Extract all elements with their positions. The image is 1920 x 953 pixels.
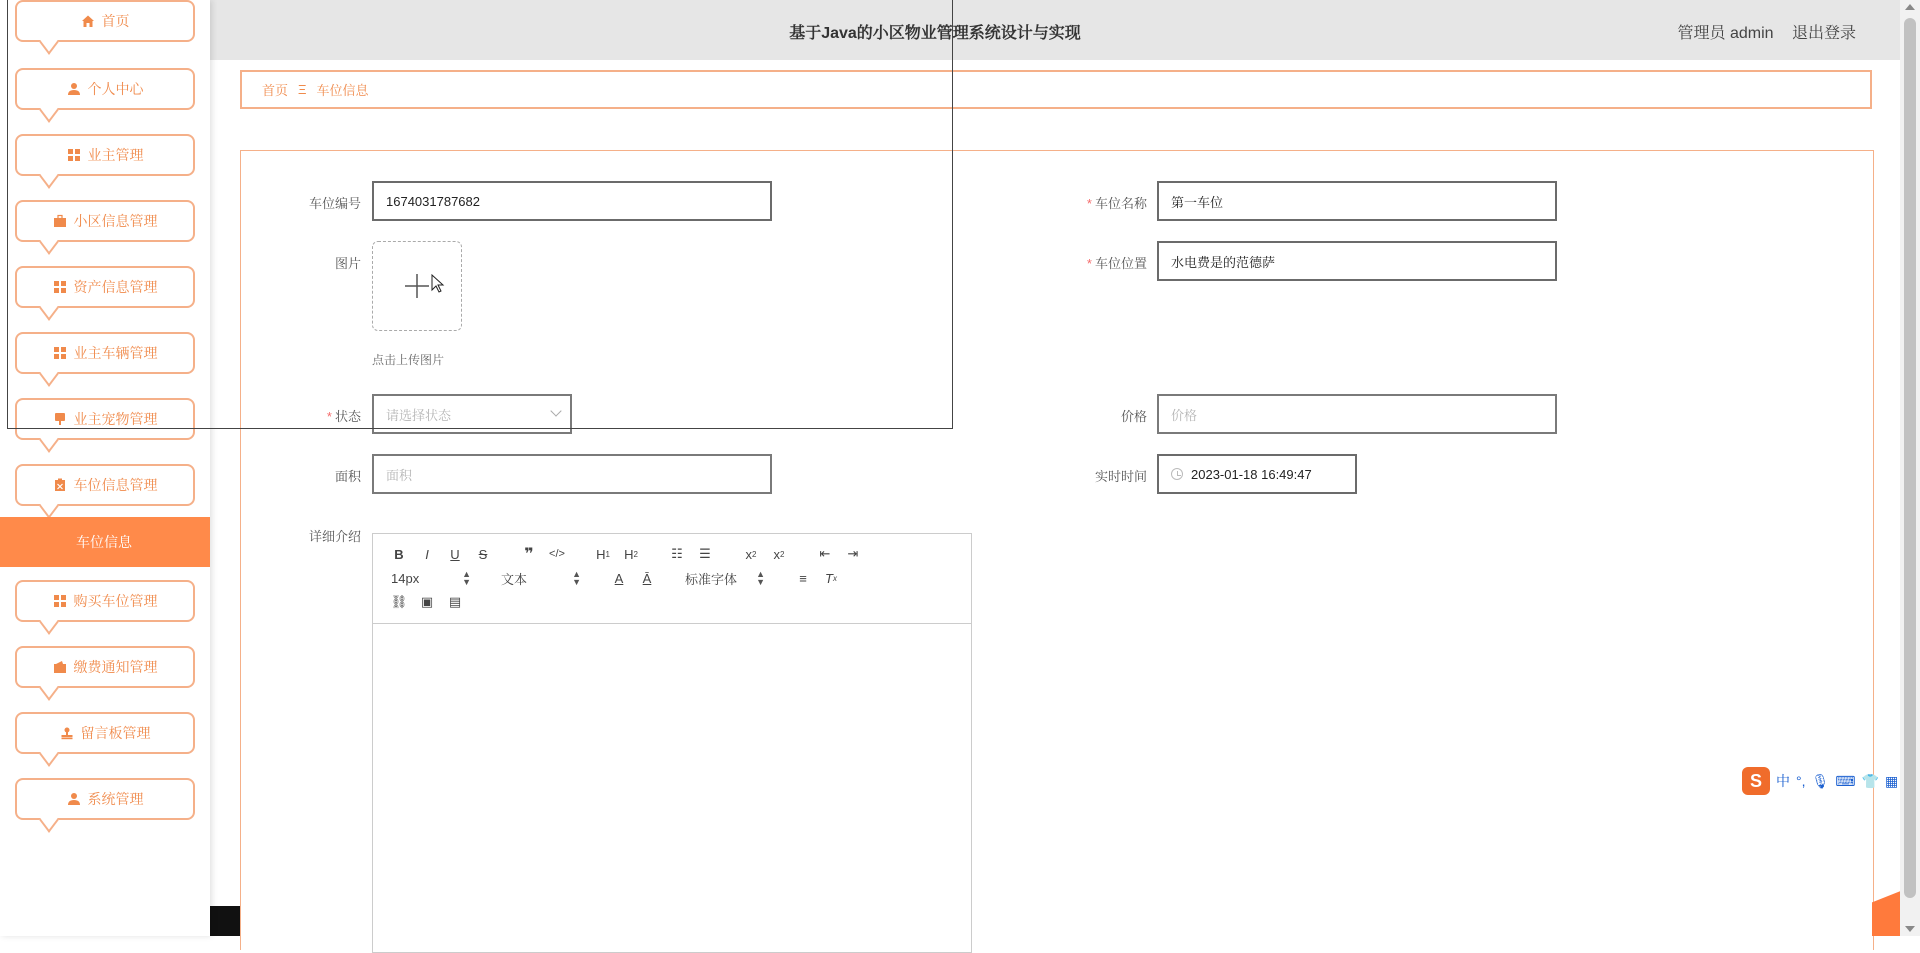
price-input[interactable]: 价格 bbox=[1157, 394, 1557, 434]
upload-tip: 点击上传图片 bbox=[372, 353, 445, 367]
form-card bbox=[240, 150, 1874, 950]
align-icon[interactable]: ≡ bbox=[799, 570, 807, 586]
sidebar-item-label: 车位信息管理 bbox=[73, 477, 158, 493]
breadcrumb bbox=[240, 70, 1872, 109]
code-icon[interactable]: </> bbox=[549, 548, 565, 560]
keyboard-icon[interactable]: ⌨ bbox=[1835, 772, 1856, 789]
sidebar-item-label: 业主宠物管理 bbox=[73, 411, 158, 427]
area-label: 面积 bbox=[334, 469, 361, 484]
font-color-icon[interactable]: A bbox=[614, 570, 624, 586]
page-title: 基于Java的小区物业管理系统设计与实现 bbox=[789, 25, 1081, 42]
space-name-label: * 车位名称 bbox=[1086, 196, 1147, 211]
status-label: * 状态 bbox=[326, 409, 361, 424]
space-name-input[interactable]: 第一车位 bbox=[1157, 181, 1557, 221]
ime-mode[interactable]: 中 bbox=[1776, 773, 1790, 789]
video-icon[interactable]: ▤ bbox=[448, 594, 462, 609]
space-no-input[interactable]: 1674031787682 bbox=[372, 181, 772, 221]
top-header bbox=[210, 0, 1900, 60]
breadcrumb-separator: Ξ bbox=[298, 82, 307, 97]
updown-icon: ▲ ▼ bbox=[572, 569, 581, 587]
wallet-icon bbox=[53, 660, 67, 674]
logout-button[interactable]: 退出登录 bbox=[1791, 25, 1856, 42]
background-color-icon[interactable]: Ā bbox=[642, 570, 652, 586]
scroll-up-icon[interactable] bbox=[1905, 4, 1915, 10]
location-label: * 车位位置 bbox=[1086, 256, 1147, 271]
skin-icon[interactable]: 👕 bbox=[1861, 772, 1879, 789]
scroll-down-icon[interactable] bbox=[1905, 926, 1915, 932]
bullet-list-icon[interactable]: ☰ bbox=[699, 546, 711, 561]
clear-format-icon[interactable]: T x bbox=[825, 570, 837, 586]
underline-button[interactable]: U bbox=[450, 546, 460, 562]
image-upload-button[interactable] bbox=[372, 241, 462, 331]
sidebar bbox=[0, 0, 210, 936]
detail-label: 详细介绍 bbox=[308, 529, 361, 544]
font-size-select[interactable]: 14px ▲ ▼ bbox=[391, 569, 471, 587]
sidebar-item-label: 首页 bbox=[101, 13, 130, 29]
briefcase-icon bbox=[53, 214, 67, 228]
updown-icon: ▲ ▼ bbox=[756, 569, 765, 587]
font-family-select[interactable]: 标准字体 ▲ ▼ bbox=[685, 569, 765, 587]
sidebar-item-label: 个人中心 bbox=[87, 81, 144, 97]
ime-logo[interactable]: S bbox=[1742, 767, 1770, 795]
sidebar-item-owners[interactable] bbox=[15, 134, 195, 176]
punctuation-icon[interactable]: °, bbox=[1796, 773, 1806, 789]
sidebar-item-parking[interactable] bbox=[15, 464, 195, 506]
time-picker[interactable]: 2023-01-18 16:49:47 bbox=[1157, 454, 1357, 494]
microphone-icon[interactable]: 🎙 bbox=[1811, 772, 1830, 789]
sidebar-item-label: 系统管理 bbox=[87, 791, 144, 807]
image-label: 图片 bbox=[334, 256, 361, 271]
subscript-button[interactable]: x 2 bbox=[745, 546, 757, 562]
sidebar-item-profile[interactable] bbox=[15, 68, 195, 110]
space-no-label: 车位编号 bbox=[308, 196, 361, 211]
pet-icon bbox=[53, 412, 67, 426]
area-input[interactable]: 面积 bbox=[372, 454, 772, 494]
user-icon bbox=[67, 792, 81, 806]
user-label: 管理员 admin bbox=[1677, 25, 1774, 42]
breadcrumb-home[interactable]: 首页 bbox=[262, 83, 289, 98]
sidebar-item-label: 资产信息管理 bbox=[73, 279, 158, 295]
grid-icon bbox=[67, 148, 81, 162]
heading1-button[interactable]: H 1 bbox=[596, 546, 610, 562]
sidebar-item-purchase[interactable] bbox=[15, 580, 195, 622]
outdent-icon[interactable]: ⇤ bbox=[819, 546, 831, 561]
block-type-select[interactable]: 文本 ▲ ▼ bbox=[501, 569, 581, 587]
heading2-button[interactable]: H 2 bbox=[624, 546, 638, 562]
sidebar-item-label: 业主车辆管理 bbox=[73, 345, 158, 361]
user-icon bbox=[67, 82, 81, 96]
chevron-down-icon bbox=[550, 405, 561, 416]
location-input[interactable]: 水电费是的范德萨 bbox=[1157, 241, 1557, 281]
sidebar-subitem-label: 车位信息 bbox=[76, 534, 132, 550]
sidebar-item-label: 小区信息管理 bbox=[73, 213, 158, 229]
indent-icon[interactable]: ⇥ bbox=[847, 546, 859, 561]
clock-icon bbox=[1171, 468, 1183, 480]
superscript-button[interactable]: x 2 bbox=[773, 546, 785, 562]
updown-icon: ▲ ▼ bbox=[462, 569, 471, 587]
grid-icon bbox=[53, 346, 67, 360]
user-area bbox=[1678, 20, 1857, 43]
editor-toolbar bbox=[373, 534, 971, 624]
sidebar-item-label: 购买车位管理 bbox=[73, 593, 158, 609]
sidebar-item-label: 留言板管理 bbox=[80, 725, 151, 741]
sidebar-item-assets[interactable] bbox=[15, 266, 195, 308]
bold-button[interactable]: B bbox=[394, 546, 404, 562]
sidebar-item-payment[interactable] bbox=[15, 646, 195, 688]
grid-icon bbox=[53, 594, 67, 608]
home-icon bbox=[81, 14, 95, 28]
sidebar-item-home[interactable] bbox=[15, 0, 195, 42]
sidebar-item-pets[interactable] bbox=[15, 398, 195, 440]
editor-content-area[interactable] bbox=[373, 624, 971, 952]
image-icon[interactable]: ▣ bbox=[420, 594, 434, 609]
status-select[interactable]: 请选择状态 bbox=[372, 394, 572, 434]
italic-button[interactable]: I bbox=[425, 546, 429, 562]
sidebar-item-label: 业主管理 bbox=[87, 147, 144, 163]
ordered-list-icon[interactable]: ☷ bbox=[671, 546, 683, 561]
strike-button[interactable]: S bbox=[478, 546, 488, 562]
decor-corner bbox=[1872, 880, 1900, 936]
sidebar-item-vehicles[interactable] bbox=[15, 332, 195, 374]
breadcrumb-current: 车位信息 bbox=[316, 83, 369, 98]
sidebar-item-system[interactable] bbox=[15, 778, 195, 820]
rich-text-editor bbox=[372, 533, 972, 953]
time-label: 实时时间 bbox=[1094, 469, 1147, 484]
ime-toolbar bbox=[1742, 766, 1920, 796]
sidebar-item-messages[interactable] bbox=[15, 712, 195, 754]
sidebar-subitem-parking-info[interactable] bbox=[0, 517, 210, 567]
sidebar-item-label: 缴费通知管理 bbox=[73, 659, 158, 675]
cursor-icon bbox=[431, 274, 445, 294]
clipboard-icon bbox=[53, 478, 67, 492]
stamp-icon bbox=[60, 726, 74, 740]
link-icon[interactable]: ⛓ bbox=[390, 594, 408, 609]
sidebar-item-community[interactable] bbox=[15, 200, 195, 242]
blockquote-icon[interactable]: ❞ bbox=[524, 546, 534, 563]
tools-grid-icon[interactable]: ▦ bbox=[1884, 772, 1899, 789]
price-label: 价格 bbox=[1120, 409, 1147, 424]
plus-icon bbox=[402, 271, 432, 301]
decor-block bbox=[210, 906, 240, 936]
grid-icon bbox=[53, 280, 67, 294]
